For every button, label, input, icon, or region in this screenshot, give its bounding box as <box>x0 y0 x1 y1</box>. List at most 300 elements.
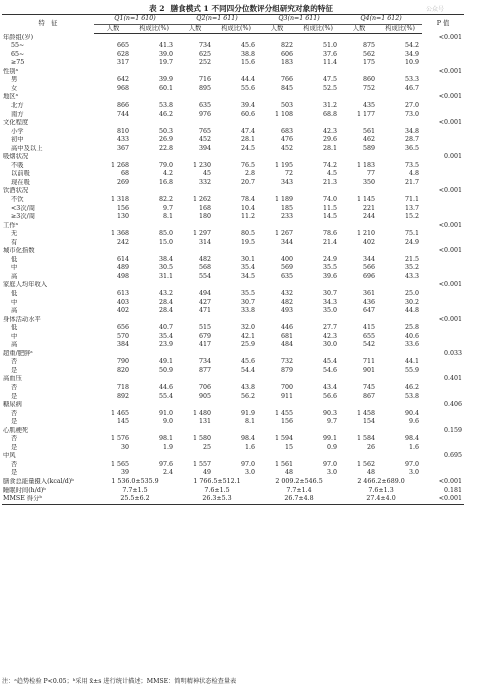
count-cell: 569 <box>281 264 294 272</box>
variable-label: 身体活动水平 <box>3 315 41 323</box>
empty-cell <box>132 427 176 436</box>
percent-cell: 41.3 <box>158 42 174 50</box>
percent-cell: 98.1 <box>158 435 174 443</box>
percent-cell: 9.0 <box>163 418 174 426</box>
count-cell: 679 <box>198 332 212 340</box>
category-label: ≥3次/周 <box>11 213 35 221</box>
empty-cell <box>132 93 176 102</box>
empty-cell <box>296 119 340 128</box>
count-cell: 911 <box>281 392 294 400</box>
percent-cell: 21.7 <box>405 178 420 186</box>
variable-label: 工作ᵃ <box>3 221 19 229</box>
count-cell: 503 <box>281 101 294 109</box>
category-label: 低 <box>11 290 18 297</box>
count-cell: 343 <box>281 178 294 186</box>
category-label: 否 <box>11 460 18 468</box>
count-cell: 700 <box>281 384 294 392</box>
percent-cell: 79.0 <box>158 161 174 169</box>
empty-cell <box>422 469 464 478</box>
count-cell: 367 <box>116 144 129 152</box>
table-row-variable <box>2 187 464 196</box>
count-cell: 344 <box>281 238 294 246</box>
count-cell: 568 <box>198 264 212 272</box>
count-cell: 1 576 <box>110 435 129 443</box>
table-row <box>2 435 464 444</box>
empty-cell <box>422 299 464 308</box>
empty-cell <box>94 452 132 461</box>
variable-label: 心肌梗死 <box>3 426 29 434</box>
percent-cell: 44.8 <box>405 307 420 315</box>
empty-cell <box>214 119 258 128</box>
count-cell: 1 230 <box>192 161 212 169</box>
category-label: 中 <box>11 264 18 272</box>
table-row <box>2 196 464 205</box>
count-cell: 72 <box>285 170 294 178</box>
summary-value-cell: 27.4±4.0 <box>340 495 422 504</box>
count-cell: 498 <box>116 272 129 280</box>
count-cell: 415 <box>363 324 376 332</box>
empty-cell <box>422 205 464 214</box>
empty-cell <box>340 68 378 77</box>
count-cell: 1 189 <box>275 195 294 203</box>
empty-cell <box>94 401 132 410</box>
percent-cell: 54.4 <box>241 366 256 374</box>
count-cell: 1 210 <box>357 230 376 238</box>
empty-cell <box>296 222 340 231</box>
summary-value-cell: 1 536.0±535.9 <box>111 478 159 486</box>
percent-cell: 30.7 <box>323 290 338 297</box>
empty-cell <box>422 51 464 60</box>
category-label: 高 <box>11 307 18 315</box>
empty-cell <box>132 34 176 43</box>
table-row-variable <box>2 222 464 231</box>
table-row-summary <box>2 487 464 496</box>
count-cell: 484 <box>281 341 294 349</box>
empty-cell <box>176 281 214 290</box>
empty-cell <box>422 384 464 393</box>
header-n: 人数 <box>340 24 378 34</box>
header-pct: 构成比(%) <box>378 24 422 34</box>
count-cell: 1 108 <box>275 110 294 118</box>
empty-cell <box>132 187 176 196</box>
percent-cell: 35.5 <box>241 290 256 297</box>
count-cell: 68 <box>120 170 129 178</box>
empty-cell <box>422 42 464 51</box>
empty-cell <box>340 452 378 461</box>
p-value-cell: 0.406 <box>444 401 463 409</box>
header-n: 人数 <box>94 24 132 34</box>
count-cell: 1 297 <box>192 230 212 238</box>
header-group-q4: Q4(n=1 612) <box>340 15 422 25</box>
empty-cell <box>176 68 214 77</box>
count-cell: 1 557 <box>192 460 212 468</box>
empty-cell <box>214 350 258 359</box>
percent-cell: 30.0 <box>323 341 338 349</box>
category-label: 女 <box>11 84 18 92</box>
count-cell: 542 <box>363 341 376 349</box>
percent-cell: 54.2 <box>405 42 420 50</box>
header-pct: 构成比(%) <box>296 24 340 34</box>
count-cell: 976 <box>198 110 212 118</box>
table-row <box>2 367 464 376</box>
empty-cell <box>94 93 132 102</box>
percent-cell: 91.0 <box>158 409 174 417</box>
percent-cell: 8.1 <box>245 418 256 426</box>
empty-cell <box>296 34 340 43</box>
empty-cell <box>176 350 214 359</box>
p-value-cell: 0.159 <box>444 426 463 434</box>
empty-cell <box>422 264 464 273</box>
percent-cell: 19.5 <box>241 238 256 246</box>
category-label: ≥75 <box>11 59 25 67</box>
empty-cell <box>340 93 378 102</box>
empty-cell <box>176 401 214 410</box>
percent-cell: 44.1 <box>405 358 420 366</box>
count-cell: 482 <box>281 298 294 306</box>
count-cell: 242 <box>116 238 129 246</box>
empty-cell <box>340 153 378 162</box>
table-row-variable <box>2 316 464 325</box>
count-cell: 867 <box>363 392 376 400</box>
count-cell: 1 565 <box>110 460 129 468</box>
percent-cell: 60.6 <box>241 110 256 118</box>
percent-cell: 56.6 <box>323 392 338 400</box>
percent-cell: 85.0 <box>158 230 174 238</box>
summary-label: 睡眠时间(h/d)ᵇ <box>3 486 46 494</box>
count-cell: 145 <box>116 418 129 426</box>
category-label: 高中及以上 <box>11 144 43 152</box>
count-cell: 1 267 <box>275 230 294 238</box>
empty-cell <box>378 93 422 102</box>
percent-cell: 45.4 <box>323 358 338 366</box>
variable-label: 高血压 <box>3 375 22 383</box>
count-cell: 252 <box>198 59 212 67</box>
table-row-variable <box>2 93 464 102</box>
category-label: 不吸 <box>11 161 24 169</box>
percent-cell: 49.1 <box>158 358 174 366</box>
percent-cell: 11.4 <box>323 59 338 67</box>
empty-cell <box>176 93 214 102</box>
count-cell: 417 <box>198 341 212 349</box>
empty-cell <box>258 222 296 231</box>
count-cell: 400 <box>281 255 294 263</box>
empty-cell <box>422 111 464 120</box>
empty-cell <box>422 393 464 402</box>
variable-label: 糖尿病 <box>3 401 22 409</box>
count-cell: 613 <box>116 290 129 297</box>
category-label: 小学 <box>11 127 24 135</box>
table-row <box>2 273 464 282</box>
count-cell: 718 <box>116 384 129 392</box>
percent-cell: 53.3 <box>405 76 420 84</box>
p-value-cell: <0.001 <box>422 495 464 504</box>
percent-cell: 43.2 <box>158 290 174 297</box>
empty-cell <box>94 350 132 359</box>
count-cell: 635 <box>281 272 294 280</box>
category-label: 低 <box>11 255 18 263</box>
empty-cell <box>378 350 422 359</box>
count-cell: 820 <box>116 366 129 374</box>
empty-cell <box>214 153 258 162</box>
count-cell: 131 <box>198 418 212 426</box>
percent-cell: 25.8 <box>405 324 420 332</box>
count-cell: 665 <box>116 42 129 50</box>
percent-cell: 32.0 <box>241 324 256 332</box>
table-row <box>2 384 464 393</box>
empty-cell <box>132 375 176 384</box>
header-feature: 特 征 <box>2 15 94 34</box>
count-cell: 39 <box>120 469 129 477</box>
count-cell: 175 <box>363 59 376 67</box>
p-value-cell: <0.001 <box>438 247 463 255</box>
empty-cell <box>132 119 176 128</box>
percent-cell: 28.7 <box>405 136 420 144</box>
percent-cell: 51.0 <box>323 42 338 50</box>
percent-cell: 38.8 <box>241 50 256 58</box>
variable-label: 年龄组(岁) <box>3 33 34 41</box>
percent-cell: 35.4 <box>158 332 174 340</box>
count-cell: 614 <box>116 255 129 263</box>
count-cell: 350 <box>363 178 376 186</box>
empty-cell <box>422 435 464 444</box>
table-row <box>2 170 464 179</box>
table-row-variable <box>2 247 464 256</box>
percent-cell: 53.8 <box>405 392 420 400</box>
empty-cell <box>258 350 296 359</box>
empty-cell <box>296 401 340 410</box>
empty-cell <box>94 316 132 325</box>
category-label: 现在吸 <box>11 178 30 186</box>
count-cell: 402 <box>116 307 129 315</box>
empty-cell <box>132 452 176 461</box>
summary-value-cell: 7.7±1.5 <box>122 486 148 494</box>
count-cell: 332 <box>198 178 212 186</box>
category-label: 中 <box>11 332 18 340</box>
table-row <box>2 136 464 145</box>
table-row-variable <box>2 427 464 436</box>
table-row <box>2 42 464 51</box>
empty-cell <box>422 307 464 316</box>
summary-value-cell: 7.6±1.3 <box>368 486 394 494</box>
empty-cell <box>340 247 378 256</box>
empty-cell <box>340 401 378 410</box>
empty-cell <box>422 444 464 453</box>
table-row <box>2 111 464 120</box>
count-cell: 1 455 <box>275 409 294 417</box>
percent-cell: 46.2 <box>158 110 174 118</box>
empty-cell <box>422 256 464 265</box>
count-cell: 745 <box>363 384 376 392</box>
count-cell: 711 <box>363 358 376 366</box>
percent-cell: 40.6 <box>405 332 420 340</box>
empty-cell <box>176 222 214 231</box>
empty-cell <box>378 187 422 196</box>
count-cell: 625 <box>198 50 212 58</box>
count-cell: 435 <box>363 101 376 109</box>
count-cell: 1 458 <box>357 409 376 417</box>
percent-cell: 1.6 <box>245 443 256 451</box>
count-cell: 427 <box>198 298 212 306</box>
count-cell: 860 <box>363 76 376 84</box>
count-cell: 732 <box>281 358 294 366</box>
count-cell: 452 <box>281 144 294 152</box>
empty-cell <box>258 34 296 43</box>
empty-cell <box>94 34 132 43</box>
count-cell: 635 <box>198 101 212 109</box>
count-cell: 696 <box>363 272 376 280</box>
percent-cell: 73.5 <box>405 161 420 169</box>
empty-cell <box>378 34 422 43</box>
empty-cell <box>94 427 132 436</box>
empty-cell <box>340 281 378 290</box>
table-row <box>2 324 464 333</box>
p-value-cell: <0.001 <box>438 67 463 75</box>
count-cell: 810 <box>116 127 129 135</box>
category-label: 男 <box>11 76 18 84</box>
empty-cell <box>422 290 464 299</box>
percent-cell: 55.9 <box>405 366 420 374</box>
percent-cell: 31.2 <box>323 101 338 109</box>
percent-cell: 35.2 <box>405 264 420 272</box>
count-cell: 561 <box>363 127 376 135</box>
empty-cell <box>378 401 422 410</box>
count-cell: 482 <box>198 255 212 263</box>
count-cell: 180 <box>198 213 212 221</box>
count-cell: 185 <box>281 204 294 212</box>
empty-cell <box>258 247 296 256</box>
empty-cell <box>296 187 340 196</box>
table-row-variable <box>2 281 464 290</box>
p-value-cell: <0.001 <box>438 119 463 127</box>
table-caption <box>0 3 482 14</box>
header-row-groups <box>2 15 464 25</box>
count-cell: 1 268 <box>110 161 129 169</box>
percent-cell: 91.9 <box>241 409 256 417</box>
percent-cell: 46.7 <box>405 84 420 92</box>
percent-cell: 97.0 <box>405 460 420 468</box>
percent-cell: 25.0 <box>405 290 420 297</box>
empty-cell <box>176 316 214 325</box>
percent-cell: 14.5 <box>323 213 338 221</box>
category-label: 是 <box>11 443 18 451</box>
table-row-variable <box>2 34 464 43</box>
header-n: 人数 <box>258 24 296 34</box>
table-row <box>2 102 464 111</box>
empty-cell <box>422 333 464 342</box>
percent-cell: 15.2 <box>405 213 420 221</box>
empty-cell <box>340 187 378 196</box>
summary-value-cell: 7.7±1.4 <box>286 486 312 494</box>
percent-cell: 54.6 <box>323 366 338 374</box>
percent-cell: 97.0 <box>323 460 338 468</box>
table-row <box>2 145 464 154</box>
empty-cell <box>94 187 132 196</box>
empty-cell <box>258 187 296 196</box>
empty-cell <box>378 375 422 384</box>
percent-cell: 42.3 <box>323 332 338 340</box>
header-pct: 构成比(%) <box>132 24 176 34</box>
percent-cell: 40.7 <box>158 324 174 332</box>
percent-cell: 3.0 <box>245 469 256 477</box>
count-cell: 493 <box>281 307 294 315</box>
percent-cell: 78.4 <box>241 195 256 203</box>
category-label: 北方 <box>11 101 24 109</box>
empty-cell <box>296 316 340 325</box>
table-row <box>2 393 464 402</box>
percent-cell: 13.7 <box>405 204 420 212</box>
empty-cell <box>94 281 132 290</box>
percent-cell: 68.8 <box>323 110 338 118</box>
empty-cell <box>214 34 258 43</box>
variable-label: 超重/肥胖ᵃ <box>3 349 33 357</box>
empty-cell <box>214 222 258 231</box>
empty-cell <box>422 213 464 222</box>
count-cell: 446 <box>281 324 294 332</box>
empty-cell <box>422 85 464 94</box>
category-label: 高 <box>11 341 18 349</box>
category-label: 是 <box>11 392 18 400</box>
percent-cell: 42.1 <box>241 332 256 340</box>
count-cell: 436 <box>363 298 376 306</box>
percent-cell: 47.5 <box>323 76 338 84</box>
percent-cell: 26.9 <box>158 136 174 144</box>
percent-cell: 78.6 <box>323 230 338 238</box>
empty-cell <box>214 427 258 436</box>
count-cell: 1 195 <box>275 161 294 169</box>
table-row <box>2 213 464 222</box>
percent-cell: 45.6 <box>241 42 256 50</box>
empty-cell <box>214 187 258 196</box>
count-cell: 656 <box>116 324 129 332</box>
percent-cell: 44.4 <box>241 76 256 84</box>
percent-cell: 39.6 <box>323 272 338 280</box>
table-row-variable <box>2 401 464 410</box>
empty-cell <box>422 145 464 154</box>
category-label: 低 <box>11 324 18 332</box>
count-cell: 655 <box>363 332 376 340</box>
percent-cell: 98.4 <box>241 435 256 443</box>
empty-cell <box>214 316 258 325</box>
table-row-summary <box>2 478 464 487</box>
p-value-cell: 0.001 <box>444 153 463 161</box>
count-cell: 1 584 <box>357 435 376 443</box>
count-cell: 269 <box>116 178 129 186</box>
category-label: 有 <box>11 238 18 246</box>
empty-cell <box>422 170 464 179</box>
percent-cell: 55.4 <box>158 392 174 400</box>
percent-cell: 35.5 <box>323 264 338 272</box>
empty-cell <box>94 119 132 128</box>
p-value-cell: 0.401 <box>444 375 463 383</box>
percent-cell: 34.8 <box>405 127 420 135</box>
percent-cell: 10.9 <box>405 59 420 67</box>
percent-cell: 30.7 <box>241 298 256 306</box>
percent-cell: 21.5 <box>405 255 420 263</box>
count-cell: 30 <box>120 443 129 451</box>
category-label: 否 <box>11 409 18 417</box>
empty-cell <box>258 93 296 102</box>
summary-value-cell: 7.6±1.5 <box>204 486 230 494</box>
percent-cell: 27.0 <box>405 101 420 109</box>
header-group-q3: Q3(n=1 611) <box>258 15 340 25</box>
count-cell: 744 <box>116 110 129 118</box>
count-cell: 77 <box>367 170 376 178</box>
count-cell: 892 <box>116 392 129 400</box>
category-label: 65~ <box>11 50 25 58</box>
percent-cell: 27.7 <box>323 324 338 332</box>
empty-cell <box>258 427 296 436</box>
empty-cell <box>132 153 176 162</box>
